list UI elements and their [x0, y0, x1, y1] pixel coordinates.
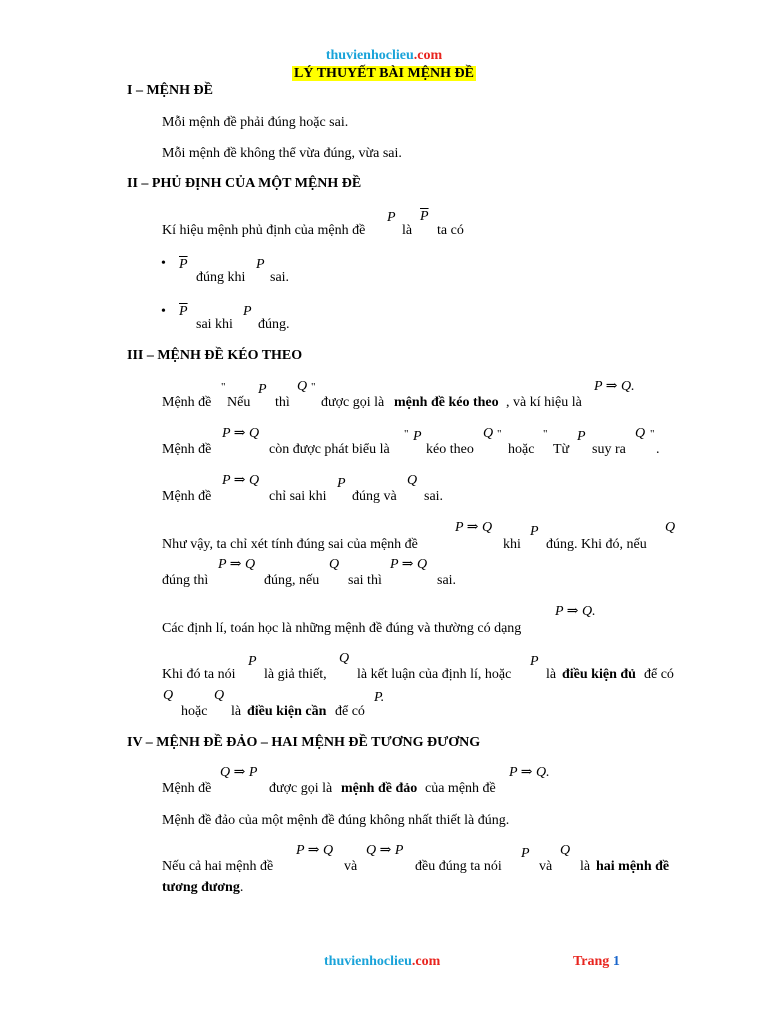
math-P-implies-Q: P ⇒ Q	[222, 473, 260, 488]
quote: "	[221, 381, 226, 393]
quote: "	[404, 428, 409, 440]
text: sai thì	[348, 573, 382, 588]
text	[162, 881, 243, 895]
term-equivalent: hai mệnh đề	[596, 859, 670, 874]
page-title: LÝ THUYẾT BÀI MỆNH ĐỀ	[294, 66, 474, 81]
term-sufficient-condition: điều kiện đủ	[562, 667, 636, 682]
period: .	[656, 442, 660, 457]
quote: "	[311, 381, 316, 393]
math-Q: Q	[665, 520, 676, 535]
bullet-icon: •	[161, 256, 166, 271]
period: .	[239, 880, 244, 895]
site-brand	[0, 49, 768, 63]
text: sai.	[437, 573, 457, 588]
math-Q: Q	[329, 557, 340, 572]
math-Q: Q	[163, 688, 174, 703]
term-equivalent-cont: tương đương	[162, 880, 240, 895]
page-label: Trang	[573, 954, 610, 969]
text: hoặc	[181, 704, 208, 719]
math-P-implies-Q: P ⇒ Q.	[555, 604, 596, 619]
text: được gọi là	[321, 395, 385, 410]
site-tld: .com	[413, 48, 443, 63]
math-P: P.	[374, 690, 385, 705]
math-P-negation: $\overline{P}$	[420, 209, 429, 224]
math-Q: Q	[635, 426, 646, 441]
term-necessary-condition: điều kiện cần	[247, 704, 327, 719]
section-heading-1: I – MỆNH ĐỀ	[127, 83, 213, 98]
text: là giả thiết,	[264, 667, 327, 682]
math-P-implies-Q: P ⇒ Q	[222, 426, 260, 441]
quote: "	[543, 428, 548, 440]
text: khi	[503, 537, 521, 552]
text: đều đúng ta nói	[415, 859, 502, 874]
math-P-implies-Q: P ⇒ Q	[390, 557, 428, 572]
site-name: thuvienhoclieu	[325, 48, 414, 63]
math-P: P	[258, 382, 267, 397]
text: Nếu	[227, 395, 251, 410]
text: kéo theo	[426, 442, 474, 457]
math-Q: Q	[483, 426, 494, 441]
text: Mệnh đề	[162, 442, 212, 457]
text: , và kí hiệu là	[506, 395, 582, 410]
math-P-implies-Q: P ⇒ Q	[296, 843, 334, 858]
math-Q-implies-P: Q ⇒ P	[366, 843, 404, 858]
page-number	[573, 955, 620, 969]
text: là	[580, 859, 591, 874]
math-P-negation: $\overline{P}$	[179, 304, 188, 319]
math-P: P	[530, 524, 539, 539]
math-P: P	[577, 429, 586, 444]
text: của mệnh đề	[425, 781, 496, 796]
math-Q-implies-P: Q ⇒ P	[220, 765, 258, 780]
math-Q: Q	[560, 843, 571, 858]
math-P: P	[413, 429, 422, 444]
math-Q: Q	[339, 651, 350, 666]
math-P-implies-Q: P ⇒ Q.	[509, 765, 550, 780]
text: là	[231, 704, 242, 719]
footer-site-tld: .com	[411, 954, 441, 969]
text: là kết luận của định lí, hoặc	[357, 667, 512, 682]
text: đúng.	[258, 317, 290, 332]
text: Mệnh đề	[162, 395, 212, 410]
math-P: P	[530, 654, 539, 669]
text: chỉ sai khi	[269, 489, 327, 504]
page-number-value: 1	[612, 954, 620, 969]
section-heading-2: II – PHỦ ĐỊNH CỦA MỘT MỆNH ĐỀ	[127, 176, 362, 191]
text: đúng thì	[162, 573, 209, 588]
math-Q: Q	[407, 473, 418, 488]
quote: "	[497, 428, 502, 440]
math-P: P	[337, 476, 346, 491]
text: Như vậy, ta chỉ xét tính đúng sai của mệnh đề	[162, 537, 418, 552]
text: Các định lí, toán học là những mệnh đề đúng và thường có dạng	[162, 621, 522, 636]
math-P: P	[243, 304, 252, 319]
math-P-implies-Q: P ⇒ Q.	[594, 379, 635, 394]
text: sai khi	[196, 317, 233, 332]
text: là	[402, 223, 413, 238]
math-Q: Q	[214, 688, 225, 703]
text: sai.	[270, 270, 290, 285]
text: Khi đó ta nói	[162, 667, 236, 682]
text: Từ	[553, 442, 570, 457]
text: để có	[644, 667, 674, 682]
math-P-implies-Q: P ⇒ Q	[218, 557, 256, 572]
math-P: P	[256, 257, 265, 272]
text: sai.	[424, 489, 444, 504]
text: Kí hiệu mệnh phủ định của mệnh đề	[162, 223, 366, 238]
text: được gọi là	[269, 781, 333, 796]
footer-brand	[324, 955, 440, 969]
math-P-negation: $\overline{P}$	[179, 257, 188, 272]
text: và	[344, 859, 358, 874]
math-P-implies-Q: P ⇒ Q	[455, 520, 493, 535]
text: Mệnh đề	[162, 781, 212, 796]
text: đúng và	[352, 489, 397, 504]
bullet-icon: •	[161, 304, 166, 319]
text: thì	[275, 395, 290, 410]
quote: "	[650, 428, 655, 440]
footer-site-name: thuvienhoclieu	[324, 954, 412, 969]
text: Mệnh đề	[162, 489, 212, 504]
text: đúng, nếu	[264, 573, 320, 588]
text: còn được phát biểu là	[269, 442, 390, 457]
paragraph: Mỗi mệnh đề không thể vừa đúng, vừa sai.	[162, 146, 402, 161]
text: hoặc	[508, 442, 535, 457]
term-implication: mệnh đề kéo theo	[394, 395, 499, 410]
math-Q: Q	[297, 379, 308, 394]
math-P: P	[521, 846, 530, 861]
text: đúng khi	[196, 270, 246, 285]
text: Nếu cả hai mệnh đề	[162, 859, 274, 874]
text: là	[546, 667, 557, 682]
paragraph: Mỗi mệnh đề phải đúng hoặc sai.	[162, 115, 349, 130]
section-heading-3: III – MỆNH ĐỀ KÉO THEO	[127, 348, 303, 363]
math-P: P	[248, 654, 257, 669]
term-converse: mệnh đề đảo	[341, 781, 418, 796]
section-heading-4: IV – MỆNH ĐỀ ĐẢO – HAI MỆNH ĐỀ TƯƠNG ĐƯƠNG	[127, 735, 481, 750]
text: đúng. Khi đó, nếu	[546, 537, 647, 552]
paragraph: Mệnh đề đảo của một mệnh đề đúng không nhất thiết là đúng.	[162, 813, 510, 828]
text: để có	[335, 704, 365, 719]
text: ta có	[437, 223, 464, 238]
text: và	[539, 859, 553, 874]
math-P: P	[387, 210, 396, 225]
text: suy ra	[592, 442, 626, 457]
